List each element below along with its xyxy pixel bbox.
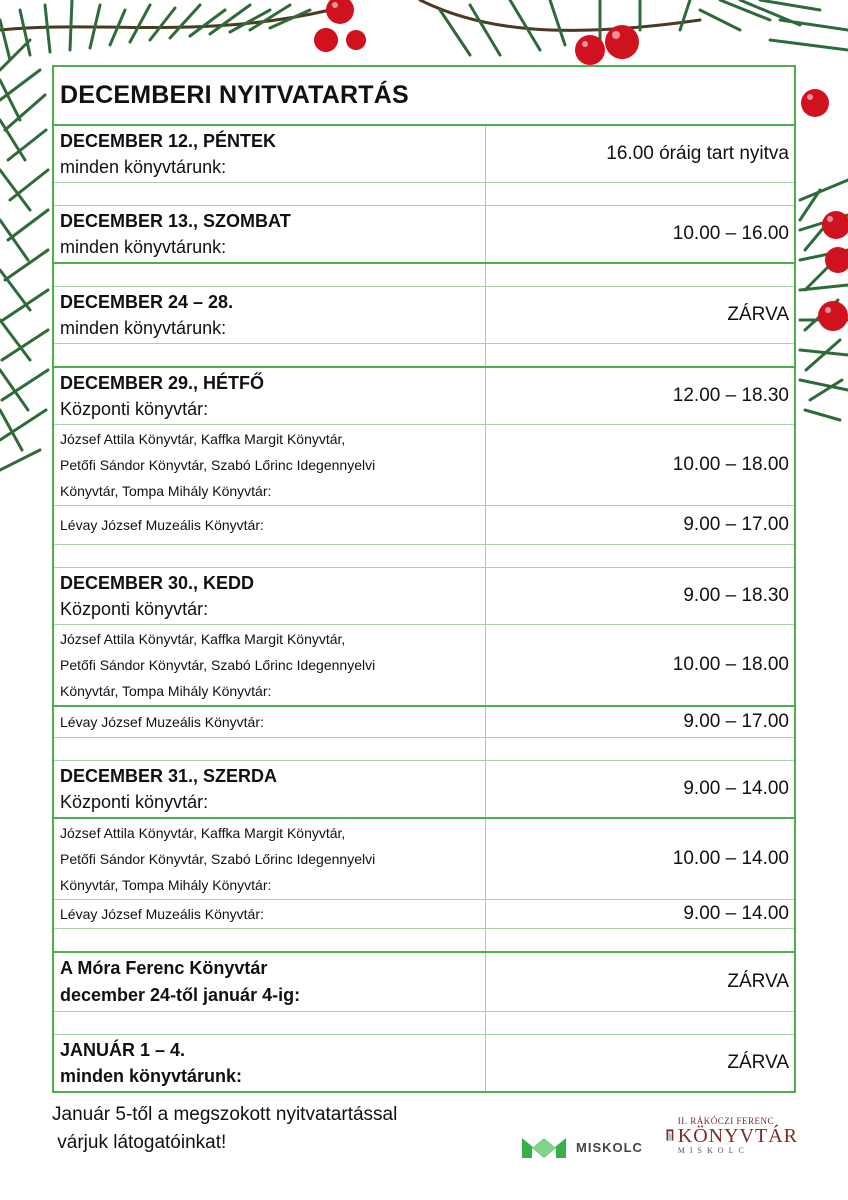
row-mora [54,951,794,1011]
row-dec-30-central [54,567,794,624]
branches-line: Könyvtár, Tompa Mihály Könyvtár: [60,877,272,893]
heading-dec-12: DECEMBER 12., PÉNTEK [60,131,277,151]
time-dec-12: 16.00 óráig tart nyitva [606,143,789,164]
mora-line-2: december 24-től január 4-ig: [60,985,301,1005]
heading-dec-29: DECEMBER 29., HÉTFŐ [60,373,265,393]
levay-label: Lévay József Muzeális Könyvtár: [60,714,264,730]
library-logo-line-2: KÖNYVTÁR [677,1124,798,1147]
branches-line: József Attila Könyvtár, Kaffka Margit Könyvtár, [60,431,346,447]
sub-jan: minden könyvtárunk: [60,1065,243,1086]
row-dec-31-levay [54,899,794,928]
miskolc-m-icon [520,1132,568,1162]
row-dec-30-branches [54,624,794,705]
library-logo-line-1: II. RÁKÓCZI FERENC [677,1115,775,1126]
branches-line: Petőfi Sándor Könyvtár, Szabó Lőrinc Idegennyelvi [60,851,376,867]
spacer-row [54,928,794,951]
sub-dec-30: Központi könyvtár: [60,599,209,619]
branches-line: Petőfi Sándor Könyvtár, Szabó Lőrinc Idegennyelvi [60,657,376,673]
library-logo-line-3: MISKOLC [677,1145,749,1155]
opening-hours-table [52,65,796,1093]
time-dec-13: 10.00 – 16.00 [672,223,789,244]
branches-line: Könyvtár, Tompa Mihály Könyvtár: [60,483,272,499]
library-building-icon [666,1108,674,1162]
sub-dec-13: minden könyvtárunk: [60,237,227,257]
time-dec-30-central: 9.00 – 18.30 [683,585,789,606]
heading-jan: JANUÁR 1 – 4. [60,1039,186,1060]
spacer-row [54,182,794,205]
sub-dec-31: Központi könyvtár: [60,792,209,812]
time-dec-31-central: 9.00 – 14.00 [683,778,789,799]
row-dec-30-levay [54,705,794,737]
row-dec-29-branches [54,424,794,505]
row-dec-12 [54,126,794,182]
time-dec-29-central: 12.00 – 18.30 [672,385,789,406]
library-logo [662,1102,798,1168]
spacer-row [54,544,794,567]
time-mora: ZÁRVA [727,971,789,992]
branches-line: Könyvtár, Tompa Mihály Könyvtár: [60,683,272,699]
sub-dec-29: Központi könyvtár: [60,399,209,419]
footer-line-2: várjuk látogatóinkat! [52,1132,227,1153]
row-dec-13 [54,205,794,262]
row-jan [54,1034,794,1091]
heading-dec-13: DECEMBER 13., SZOMBAT [60,211,291,231]
footer-line-1: Január 5-től a megszokott nyitvatartással [52,1104,398,1125]
time-dec-24: ZÁRVA [727,304,789,325]
miskolc-logo [508,1126,648,1168]
footer-message [52,1101,397,1157]
page-title: DECEMBERI NYITVATARTÁS [54,67,794,126]
sub-dec-12: minden könyvtárunk: [60,157,227,177]
spacer-row [54,343,794,366]
miskolc-logo-text: MISKOLC [576,1139,643,1155]
row-dec-24 [54,286,794,343]
levay-label: Lévay József Muzeális Könyvtár: [60,906,264,922]
time-jan: ZÁRVA [727,1052,789,1073]
row-dec-31-central [54,760,794,817]
time-dec-30-levay: 9.00 – 17.00 [683,711,789,732]
row-dec-29-levay [54,505,794,544]
spacer-row [54,1011,794,1034]
time-dec-31-levay: 9.00 – 14.00 [683,903,789,924]
spacer-row [54,737,794,760]
heading-dec-30: DECEMBER 30., KEDD [60,573,255,593]
branches-line: József Attila Könyvtár, Kaffka Margit Könyvtár, [60,825,346,841]
levay-label: Lévay József Muzeális Könyvtár: [60,517,264,533]
row-dec-29-central [54,366,794,424]
row-dec-31-branches [54,817,794,899]
sub-dec-24: minden könyvtárunk: [60,318,227,338]
time-dec-29-levay: 9.00 – 17.00 [683,514,789,535]
branches-line: Petőfi Sándor Könyvtár, Szabó Lőrinc Idegennyelvi [60,457,376,473]
spacer-row [54,262,794,286]
heading-dec-31: DECEMBER 31., SZERDA [60,766,278,786]
branches-line: József Attila Könyvtár, Kaffka Margit Könyvtár, [60,631,346,647]
time-dec-30-branches: 10.00 – 18.00 [672,654,789,675]
mora-line-1: A Móra Ferenc Könyvtár [60,958,268,978]
time-dec-29-branches: 10.00 – 18.00 [672,454,789,475]
heading-dec-24: DECEMBER 24 – 28. [60,292,234,312]
time-dec-31-branches: 10.00 – 14.00 [672,848,789,869]
